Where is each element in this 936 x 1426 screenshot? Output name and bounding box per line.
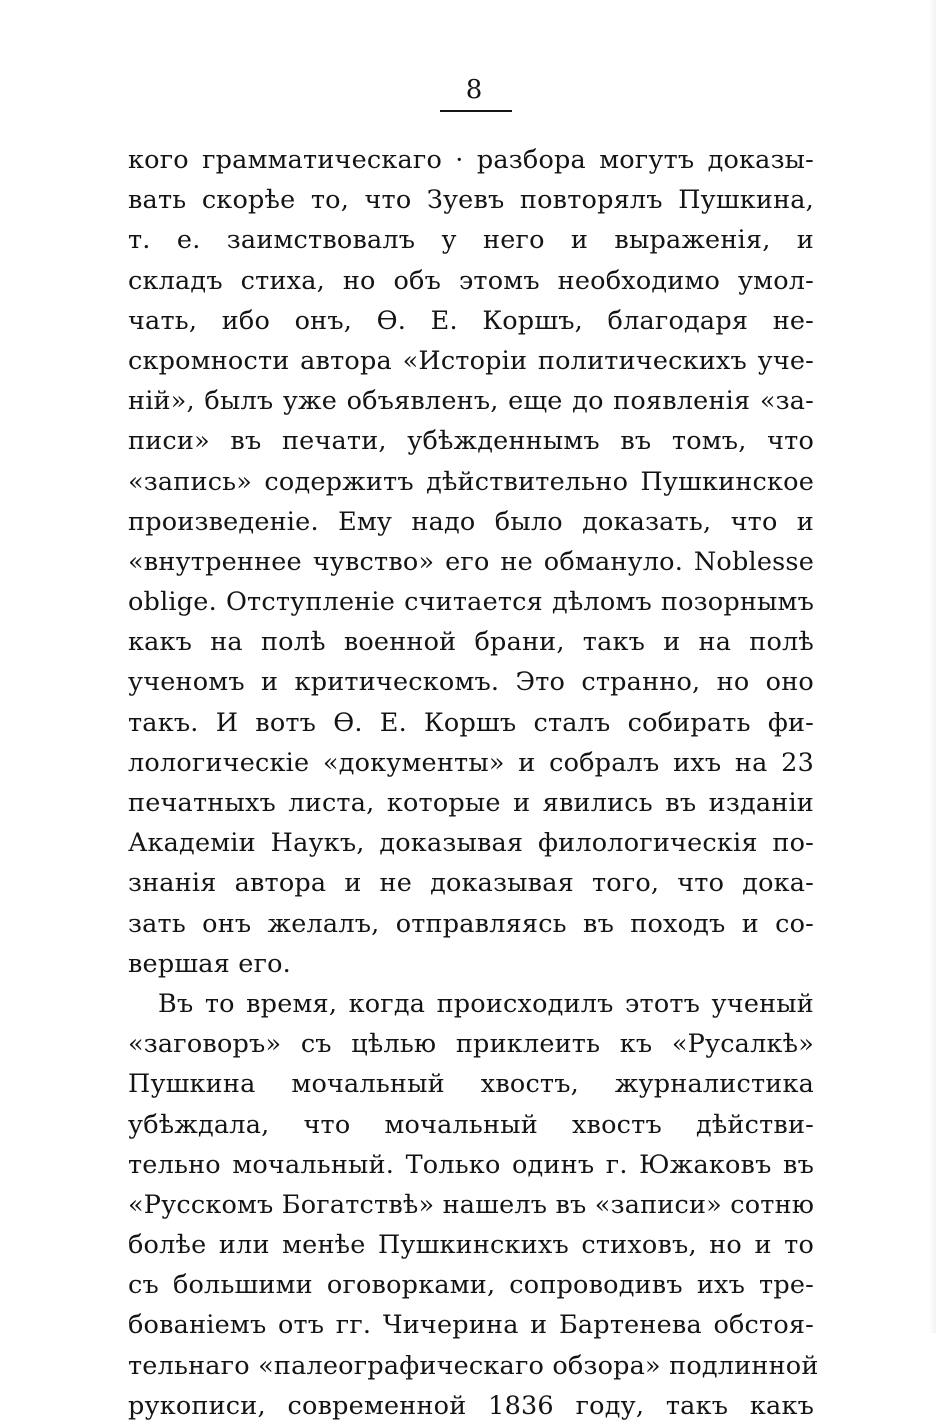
text-line: т. е. заимствовалъ у него и выраженія, и: [128, 225, 814, 256]
text-line: какъ на полѣ военной брани, такъ и на полѣ: [128, 627, 814, 658]
body-text: [128, 140, 819, 1426]
text-line: бованіемъ отъ гг. Чичерина и Бартенева обстоя-: [128, 1310, 814, 1341]
text-line: oblige. Отступленіе считается дѣломъ позорнымъ: [128, 587, 814, 618]
text-line: ній», былъ уже объявленъ, еще до появленія «за-: [128, 386, 814, 417]
text-line: тельнаго «палеографическаго обзора» подлинной: [128, 1350, 819, 1381]
text-line: Въ то время, когда происходилъ этотъ ученый: [158, 988, 814, 1019]
text-line: ученомъ и критическомъ. Это странно, но оно: [128, 667, 814, 698]
text-line: съ большими оговорками, сопроводивъ ихъ тре-: [128, 1270, 814, 1301]
text-line: складъ стиха, но объ этомъ необходимо умол-: [128, 265, 814, 296]
text-line: рукописи, современной 1836 году, такъ какъ: [128, 1390, 814, 1421]
text-line: «Русскомъ Богатствѣ» нашелъ въ «записи» сотню: [128, 1189, 815, 1220]
text-line: печатныхъ листа, которые и явились въ изданіи: [128, 788, 814, 818]
text-line: писи» въ печати, убѣжденнымъ въ томъ, что: [128, 426, 814, 457]
text-line: вершая его.: [128, 948, 291, 979]
text-line: «заговоръ» съ цѣлью приклеить къ «Русалкѣ»: [128, 1029, 814, 1060]
text-line: убѣждала, что мочальный хвостъ дѣйстви-: [128, 1109, 814, 1140]
text-line: вать скорѣе то, что Зуевъ повторялъ Пушкина,: [128, 185, 814, 216]
text-line: тельно мочальный. Только одинъ г. Южаковъ въ: [128, 1149, 814, 1180]
text-line: «внутреннее чувство» его не обмануло. Noblesse: [128, 546, 814, 577]
text-line: Пушкина мочальный хвостъ, журналистика: [128, 1069, 814, 1100]
text-line: «запись» содержитъ дѣйствительно Пушкинское: [128, 466, 814, 497]
page-number-rule: [440, 110, 512, 112]
page-edge-shadow: [928, 0, 936, 1333]
text-line: чать, ибо онъ, Ѳ. Е. Коршъ, благодаря не-: [128, 305, 814, 336]
text-line: лологическіе «документы» и собралъ ихъ на 23: [128, 747, 814, 778]
text-line: Академіи Наукъ, доказывая филологическія по-: [128, 828, 814, 859]
text-line: кого грамматическаго · разбора могутъ доказы-: [128, 145, 814, 175]
text-line: скромности автора «Исторіи политическихъ уче-: [128, 345, 814, 376]
paragraph-2: [128, 984, 819, 1426]
text-line: зать онъ желалъ, отправляясь въ походъ и со-: [128, 908, 814, 939]
text-line: произведеніе. Ему надо было доказать, что и: [128, 506, 814, 537]
text-line: такъ. И вотъ Ѳ. Е. Коршъ сталъ собирать фи-: [128, 707, 814, 738]
text-line: знанія автора и не доказывая того, что дока-: [128, 868, 814, 899]
paragraph-1: [128, 140, 814, 984]
text-line: болѣе или менѣе Пушкинскихъ стиховъ, но и то: [128, 1230, 814, 1261]
page-number: 8: [465, 75, 483, 105]
